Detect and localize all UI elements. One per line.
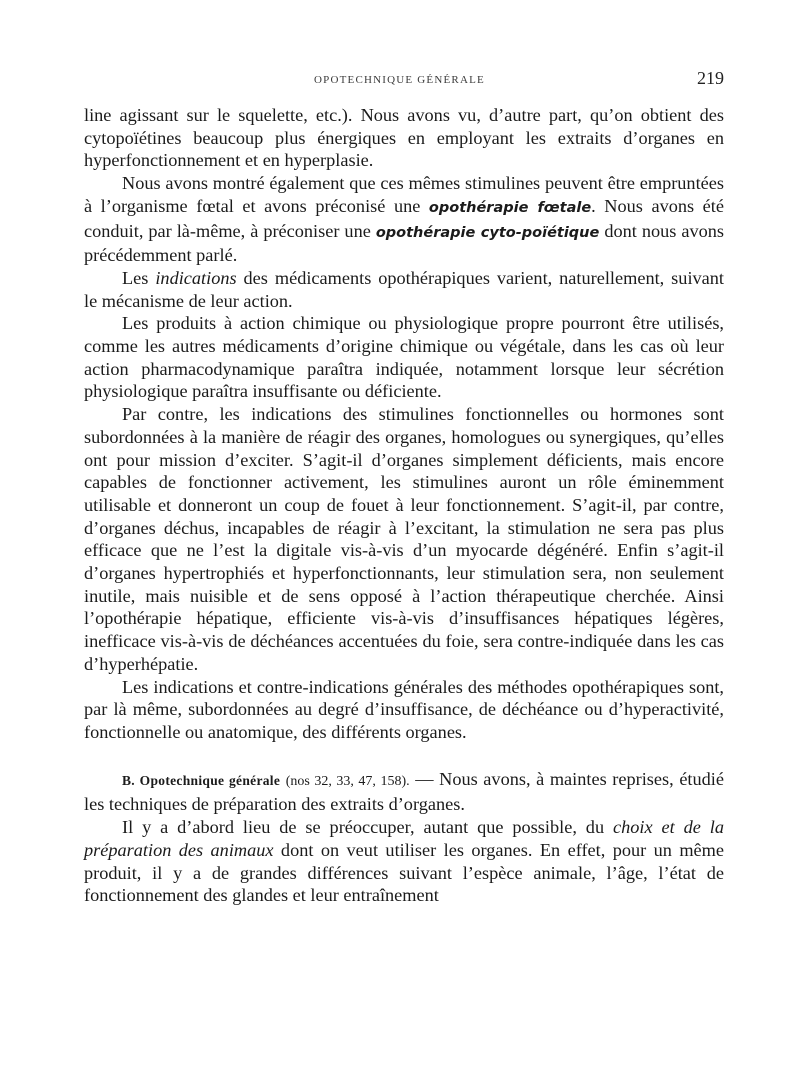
paragraph-5: Par contre, les indications des stimulines fonctionnelles ou hormones sont subordonnées à la manière de réagir des organes, homologues ou synergiques, qu’elles ont pour mission d’exciter. S’agit-il d’organes simplement déficients, mais encore capables de fonctionner activement, les stimulines auront un rôle éminemment utilisable et donneront un coup de fouet à leur fonctionnement. S’agit-il, par contre, d’organes déchus, incapables de réagir à l’excitant, la stimulation ne sera pas plus efficace que ne l’est la digitale vis-à-vis d’un myocarde dégénéré. Enfin s’agit-il d’organes hypertrophiés et hyperfonctionnants, leur stimulation sera, non seulement inutile, mais nuisible et de sens opposé à l’action thérapeutique cherchée. Ainsi l’opothérapie hépatique, efficiente vis-à-vis d’insuffisances hépatiques légères, inefficace vis-à-vis de déchéances accentuées du foie, sera contre-indiquée dans les cas d’hyperhépatie. — [84, 404, 724, 674]
page-number: 219 — [697, 68, 724, 88]
page-body — [84, 104, 724, 907]
paragraph-6: Les indications et contre-indications générales des méthodes opothérapiques sont, par là même, subordonnées au degré d’insuffisance, de déchéance ou d’hyperactivité, fonctionnelle ou anatomique, des différents organes. — [84, 676, 724, 742]
paragraph-2 — [84, 172, 724, 267]
running-title: OPOTECHNIQUE GÉNÉRALE — [314, 74, 485, 86]
paragraph-2-text-e: dont nous avons précédemment parlé. — [84, 220, 724, 266]
page-header — [84, 68, 724, 92]
paragraph-3 — [84, 267, 724, 312]
section-b-text: — Nous avons, à maintes reprises, étudié les techniques de préparation des extraits d’organes. — [84, 768, 724, 815]
paragraph-3-text-c: des médicaments opothérapiques varient, naturellement, suivant le mécanisme de leur action. — [84, 267, 724, 311]
paragraph-1: line agissant sur le squelette, etc.). Nous avons vu, d’autre part, qu’on obtient des cytopoïétines beaucoup plus énergiques en employant les extraits d’organes en hyperfonctionnement et en hyperplasie. — [84, 105, 724, 171]
paragraph-3-text-a: Les — [122, 267, 156, 288]
term-indications: indications — [155, 267, 237, 288]
section-b-label: B. Opotechnique générale — [122, 772, 281, 788]
term-opotherapie-cytopoietique: opothérapie cyto-poïétique — [375, 224, 600, 241]
paragraph-7 — [84, 816, 724, 907]
section-b-refs: (nos 32, 33, 47, 158). — [285, 773, 410, 789]
term-choix-animaux: choix et de la préparation des animaux — [84, 817, 724, 860]
paragraph-7-text-c: dont on veut utiliser les organes. En effet, pour un même produit, il y a de grandes différences suivant l’espèce animale, l’âge, l’état de fonctionnement des glandes et leur entraînement — [84, 839, 725, 906]
paragraph-2-text-a: Nous avons montré également que ces mêmes stimulines peuvent être empruntées à l’organisme fœtal et avons préconisé une — [84, 173, 724, 216]
paragraph-7-text-a: Il y a d’abord lieu de se préoccuper, autant que possible, du — [122, 817, 613, 838]
paragraph-2-text-c: . Nous avons été conduit, par là-même, à préconiser une — [84, 195, 724, 241]
paragraph-4: Les produits à action chimique ou physiologique propre pourront être utilisés, comme les autres médicaments d’origine chimique ou végétale, dans les cas où leur action pharmacodynamique paraîtra indiquée, notamment lorsque leur sécrétion physiologique paraîtra insuffisante ou déficiente. — [84, 313, 724, 402]
section-b-heading — [84, 768, 724, 816]
term-opotherapie-foetale: opothérapie fœtale — [428, 199, 592, 216]
